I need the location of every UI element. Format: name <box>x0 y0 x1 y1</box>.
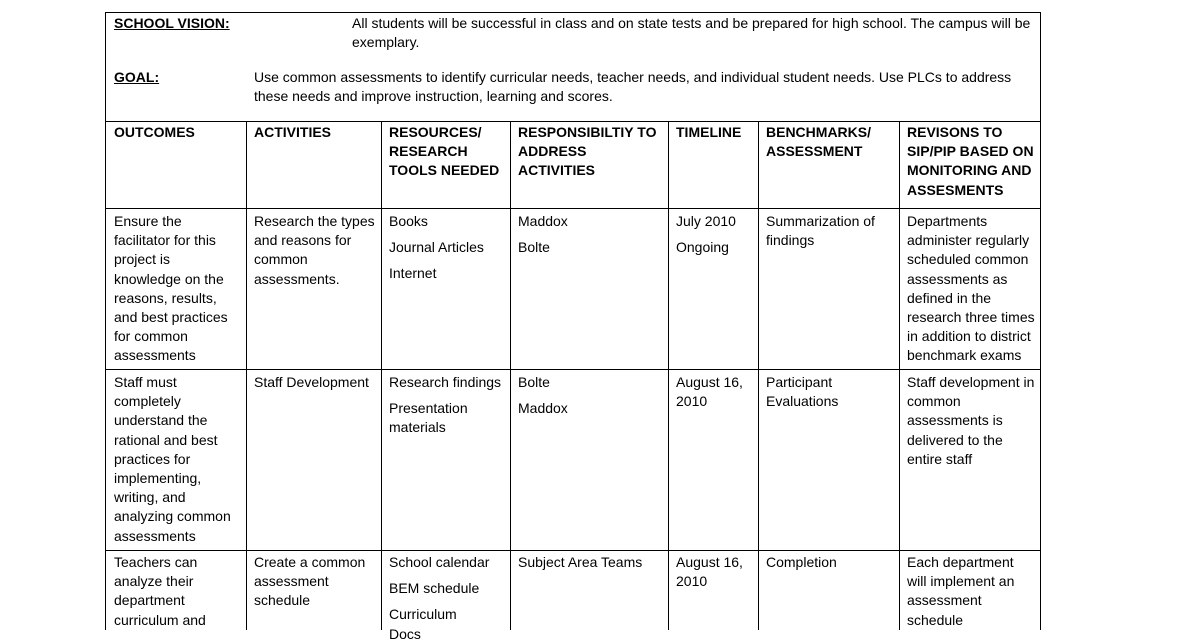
row3-timeline: August 16, 2010 <box>676 554 743 590</box>
table-right-border <box>1040 12 1041 630</box>
col-sep-5 <box>758 121 759 630</box>
row2-outcome: Staff must completely understand the rational and best practices for implementing, writing, and analyzing common assessments <box>114 374 231 544</box>
table-left-border <box>105 12 106 630</box>
col-sep-1 <box>246 121 247 630</box>
goal-text: Use common assessments to identify curricular needs, teacher needs, and individual student needs. Use PLCs to address these needs and improve instruction, learning and scores. <box>254 69 1012 105</box>
row1-activities: Research the types and reasons for common assessments. <box>254 213 375 287</box>
vision-text: All students will be successful in class and on state tests and be prepared for high school. The campus will be exemplary. <box>352 15 1031 51</box>
col-sep-2 <box>381 121 382 630</box>
table-top-border <box>105 12 1041 13</box>
row1-responsibility: Maddox Bolte <box>518 213 568 256</box>
row1-benchmarks: Summarization of findings <box>766 213 875 249</box>
col-header-responsibility: RESPONSIBILTIY TO ADDRESS ACTIVITIES <box>518 124 657 179</box>
row1-timeline: July 2010 Ongoing <box>676 213 736 256</box>
col-header-revisions: REVISONS TO SIP/PIP BASED ON MONITORING AND ASSESMENTS <box>907 124 1034 198</box>
row2-activities: Staff Development <box>254 374 369 390</box>
col-sep-3 <box>510 121 511 630</box>
row3-revisions: Each department will implement an assessment schedule <box>907 554 1015 628</box>
row3-responsibility: Subject Area Teams <box>518 554 643 570</box>
col-header-outcomes: OUTCOMES <box>114 124 195 140</box>
row3-outcome: Teachers can analyze their department curriculum and <box>114 554 206 628</box>
col-header-resources: RESOURCES/ RESEARCH TOOLS NEEDED <box>389 124 500 179</box>
row2-timeline: August 16, 2010 <box>676 374 743 410</box>
row3-resources: School calendar BEM schedule Curriculum Docs <box>389 554 490 642</box>
row1-revisions: Departments administer regularly scheduled common assessments as defined in the research three times in addition to district benchmark exams <box>907 213 1035 364</box>
row2-responsibility: Bolte Maddox <box>518 374 568 417</box>
row1-outcome: Ensure the facilitator for this project is knowledge on the reasons, results, and best practices for common assessments <box>114 213 228 364</box>
row3-activities: Create a common assessment schedule <box>254 554 366 609</box>
row2-benchmarks: Participant Evaluations <box>766 374 839 410</box>
col-header-timeline: TIMELINE <box>676 124 742 140</box>
vision-label: SCHOOL VISION: <box>114 15 230 31</box>
row1-resources: Books Journal Articles Internet <box>389 213 484 282</box>
col-sep-6 <box>899 121 900 630</box>
col-sep-4 <box>668 121 669 630</box>
row3-benchmarks: Completion <box>766 554 837 570</box>
row2-revisions: Staff development in common assessments is delivered to the entire staff <box>907 374 1035 467</box>
col-header-benchmarks: BENCHMARKS/ ASSESSMENT <box>766 124 871 160</box>
row2-resources: Research findings Presentation materials <box>389 374 502 436</box>
goal-label: GOAL: <box>114 69 160 85</box>
col-header-activities: ACTIVITIES <box>254 124 332 140</box>
